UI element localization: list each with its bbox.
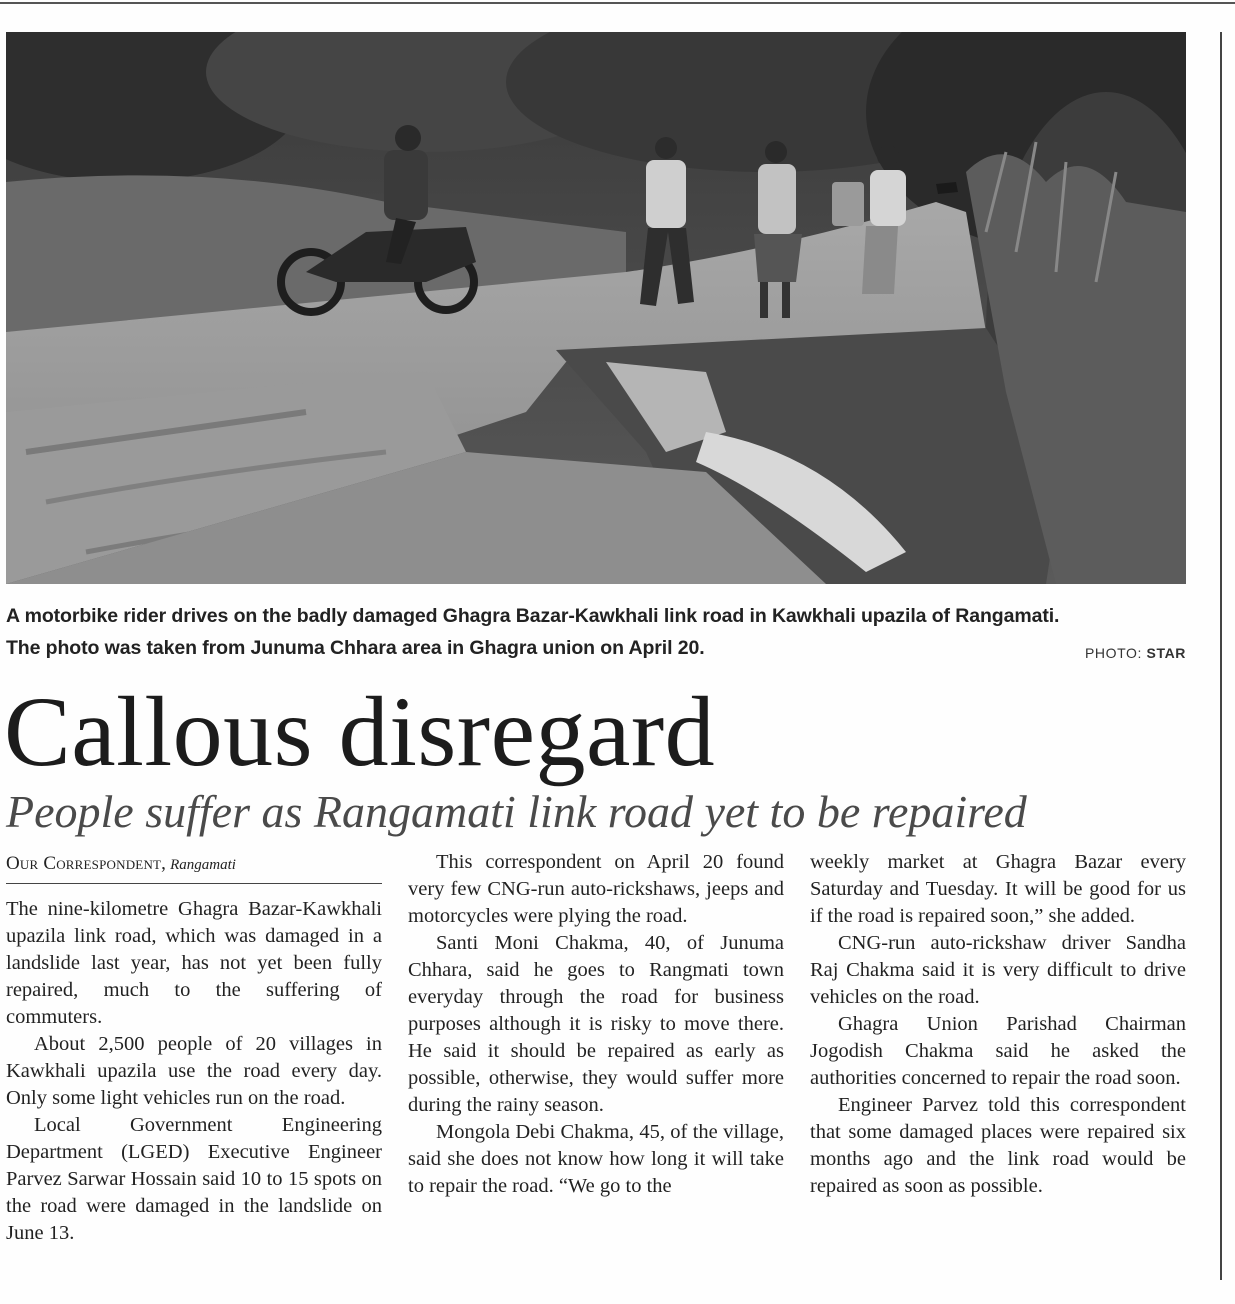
paragraph: Ghagra Union Parishad Chairman Jogodish Chakma said he asked the authorities concerned to repair the road soon. xyxy=(810,1013,1186,1089)
paragraph: weekly market at Ghagra Bazar every Saturday and Tuesday. It will be good for us if the road is repaired soon,” she added. xyxy=(810,851,1186,927)
paragraph: CNG-run auto-rickshaw driver Sandha Raj Chakma said it is very difficult to drive vehicles on the road. xyxy=(810,932,1186,1008)
photo-credit-label: PHOTO: xyxy=(1084,645,1143,661)
paragraph: About 2,500 people of 20 villages in Kawkhali upazila use the road every day. Only some light vehicles run on the road. xyxy=(6,1033,382,1109)
paragraph: The nine-kilometre Ghagra Bazar-Kawkhali upazila link road, which was damaged in a landslide last year, has not yet been fully repaired, much to the suffering of commuters. xyxy=(6,898,382,1028)
subheadline: People suffer as Rangamati link road yet to be repaired xyxy=(6,786,1027,837)
paragraph: Mongola Debi Chakma, 45, of the village, said she does not know how long it will take to repair the road. “We go to the xyxy=(408,1121,784,1197)
paragraph: Santi Moni Chakma, 40, of Junuma Chhara, said he goes to Rangmati town everyday through the road for business purposes although it is risky to move there. He said it should be repaired as early as possible, otherwise, they would suffer more during the rainy season. xyxy=(408,932,784,1116)
photo-credit-source: STAR xyxy=(1146,645,1186,661)
byline-location: Rangamati xyxy=(170,857,236,873)
headline: Callous disregard xyxy=(4,676,716,787)
article-column-2 xyxy=(408,849,784,1200)
paragraph: This correspondent on April 20 found very few CNG-run auto-rickshaws, jeeps and motorcycles were plying the road. xyxy=(408,851,784,927)
article-column-1 xyxy=(6,896,382,1247)
column-rule-right xyxy=(1220,32,1222,1280)
paragraph: Engineer Parvez told this correspondent that some damaged places were repaired six months ago and the link road would be repaired as soon as possible. xyxy=(810,1094,1186,1197)
top-rule xyxy=(0,2,1235,4)
photo-caption: A motorbike rider drives on the badly damaged Ghagra Bazar-Kawkhali link road in Kawkhali upazila of Rangamati. The photo was taken from Junuma Chhara area in Ghagra union on April 20. xyxy=(6,605,1060,659)
news-photo xyxy=(6,32,1186,584)
article-column-3 xyxy=(810,849,1186,1200)
byline xyxy=(6,852,382,884)
paragraph: Local Government Engineering Department (LGED) Executive Engineer Parvez Sarwar Hossain said 10 to 15 spots on the road were damaged in the landslide on June 13. xyxy=(6,1114,382,1244)
byline-author: Our Correspondent, xyxy=(6,853,167,874)
photo-credit xyxy=(1050,645,1186,661)
